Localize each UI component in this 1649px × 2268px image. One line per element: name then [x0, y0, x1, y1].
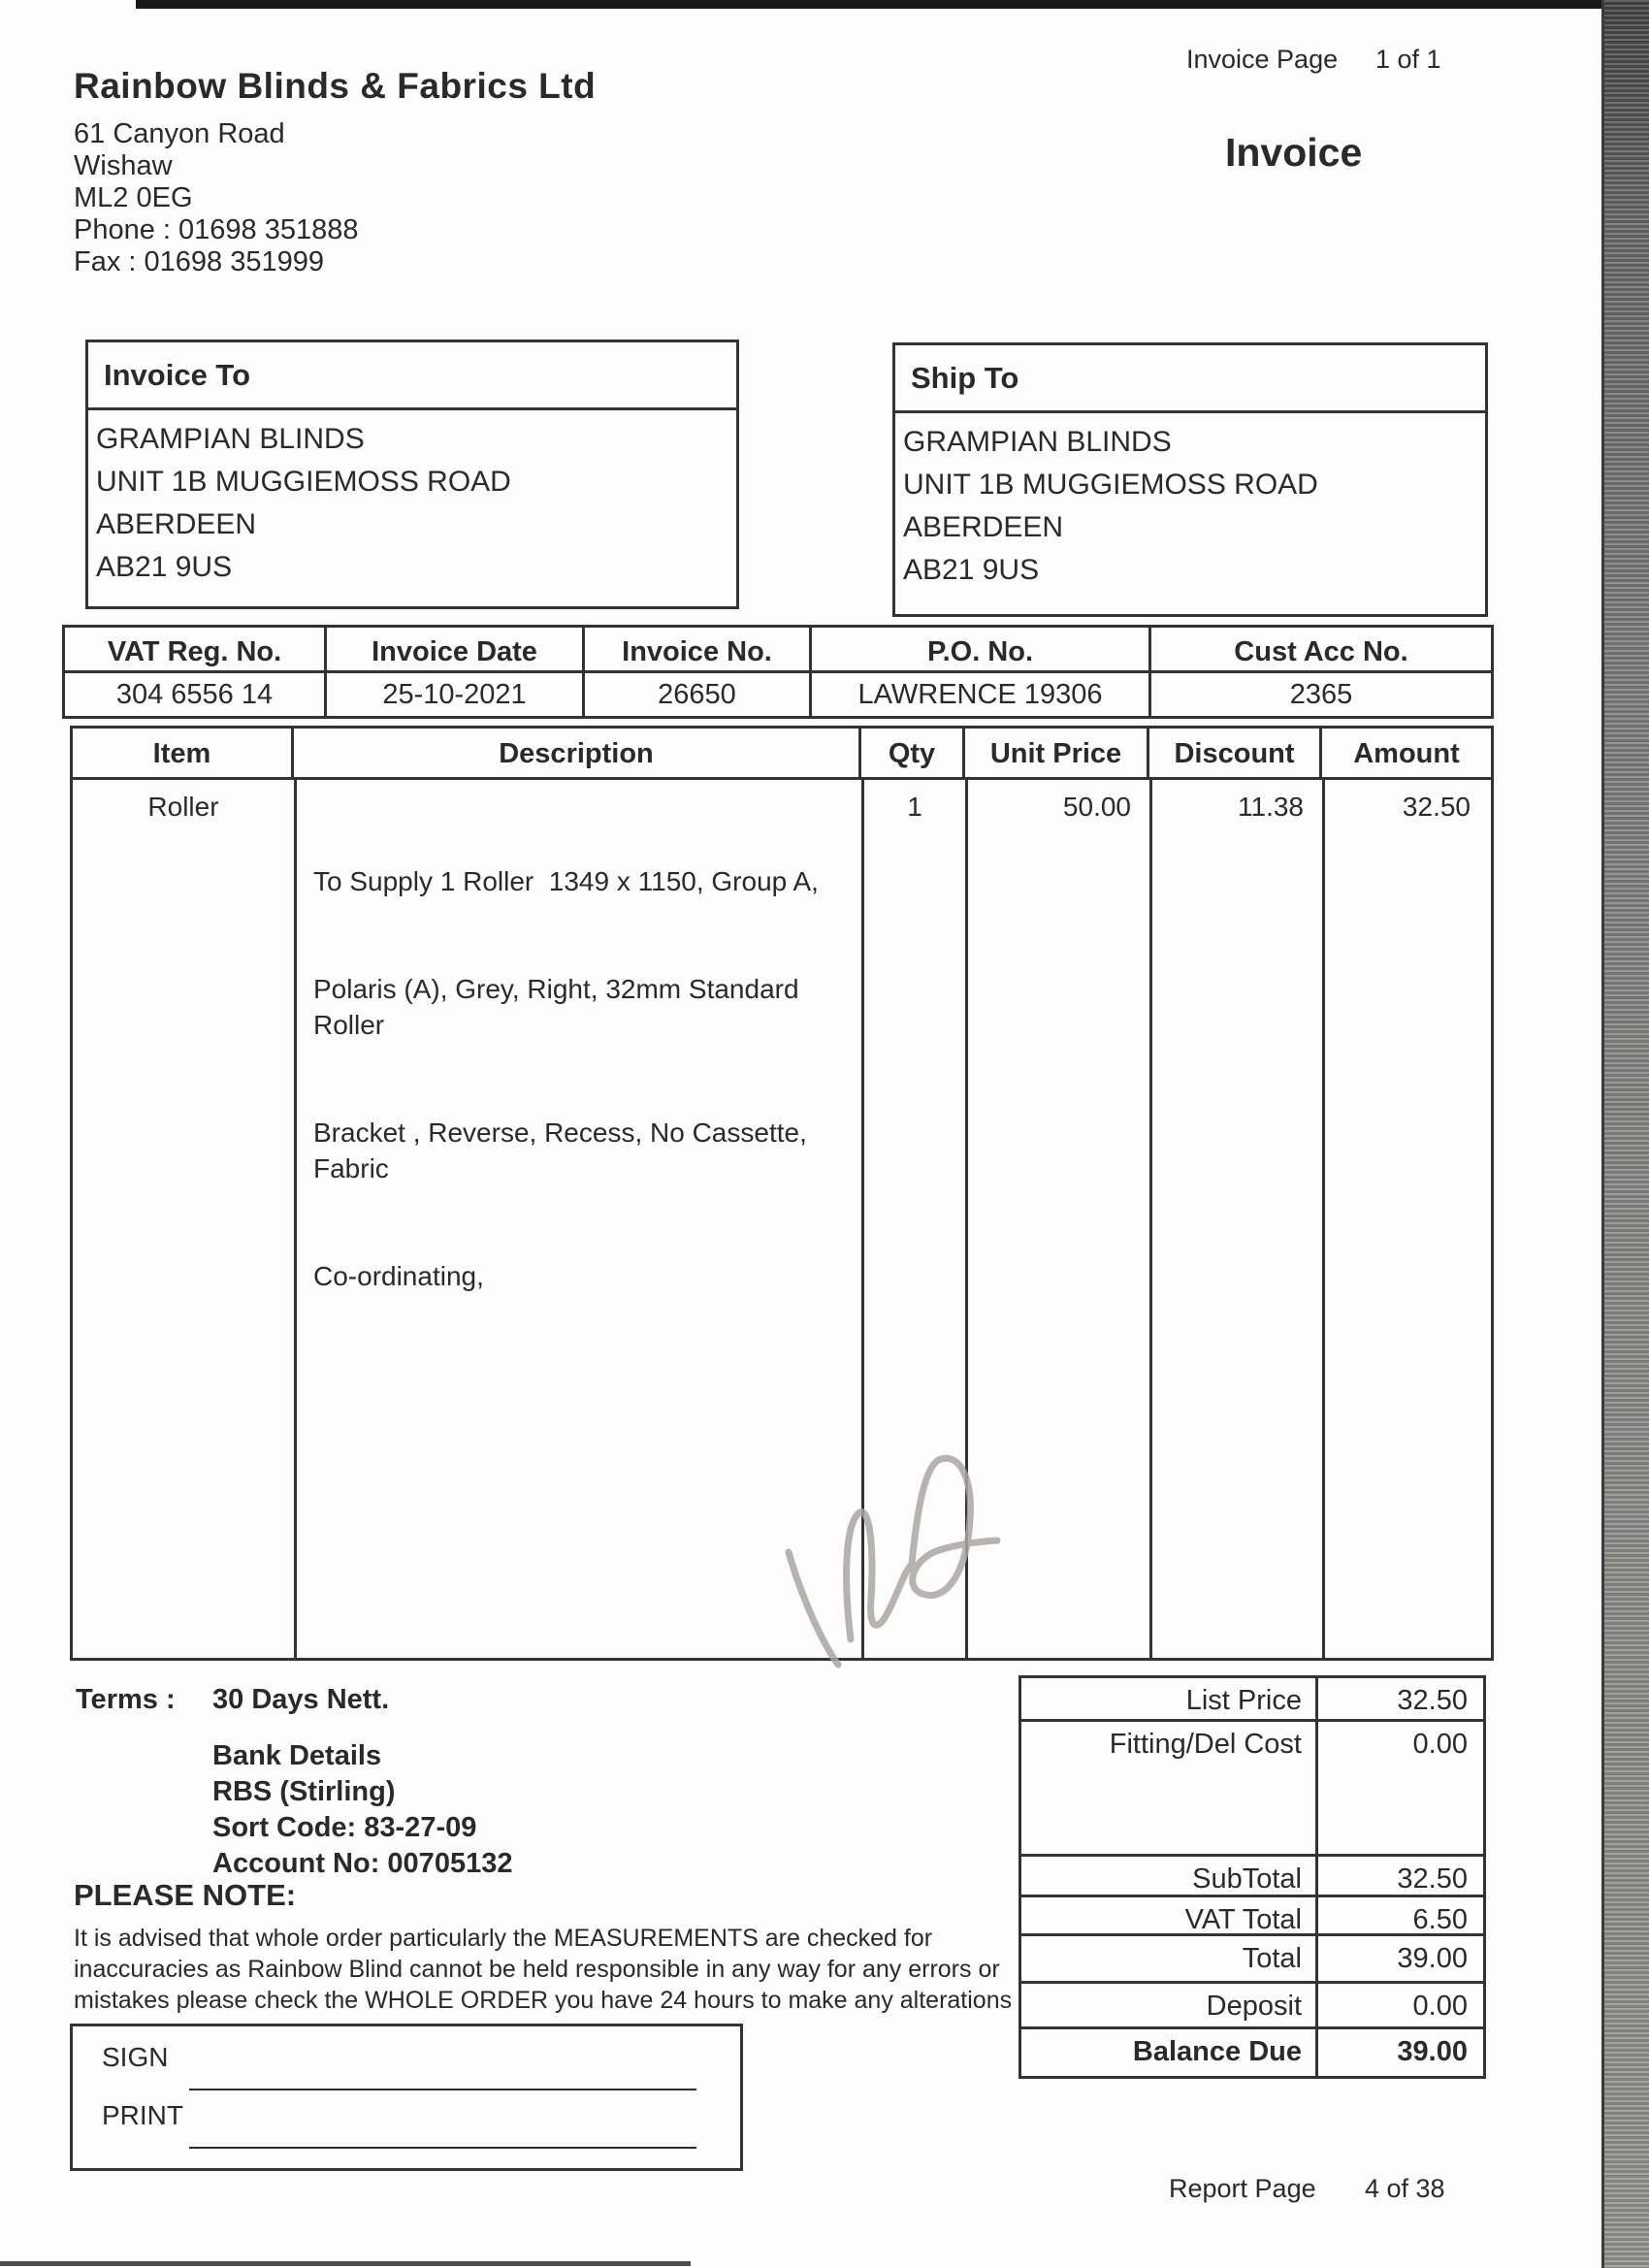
totals-row-vat-total: [1018, 1895, 1486, 1936]
meta-value-invoice-no: 26650: [585, 673, 812, 716]
scan-edge-bottom: [0, 2261, 691, 2266]
column-divider: [294, 780, 297, 1661]
note-line: mistakes please check the WHOLE ORDER you have 24 hours to make any alterations: [74, 1987, 1013, 2014]
company-name: Rainbow Blinds & Fabrics Ltd: [74, 66, 597, 106]
meta-value-cust-acc: 2365: [1289, 679, 1353, 710]
signature-box: [70, 2024, 743, 2171]
bank-details: [212, 1738, 512, 1882]
company-phone: Phone : 01698 351888: [74, 214, 359, 245]
totals-label: SubTotal: [1021, 1857, 1318, 1895]
item-cell-unit-price: 50.00: [1062, 792, 1131, 822]
meta-header-po-no: P.O. No.: [812, 628, 1151, 673]
totals-row-subtotal: [1018, 1854, 1486, 1897]
items-header-row: [73, 729, 1491, 780]
bank-details-line: Sort Code: 83-27-09: [212, 1812, 477, 1843]
print-label: PRINT: [102, 2100, 183, 2130]
ship-to-label: Ship To: [895, 345, 1485, 413]
ship-to-line: GRAMPIAN BLINDS: [903, 426, 1172, 458]
meta-value-invoice-date: 25-10-2021: [327, 673, 585, 716]
company-address: [74, 118, 359, 278]
invoice-to-line: UNIT 1B MUGGIEMOSS ROAD: [96, 466, 511, 498]
please-note-body: [74, 1923, 1012, 2016]
company-address-line: Wishaw: [74, 150, 173, 181]
bank-details-line: Bank Details: [212, 1740, 382, 1771]
invoice-to-line: AB21 9US: [96, 551, 233, 583]
totals-label: VAT Total: [1021, 1897, 1318, 1936]
print-line: [189, 2147, 696, 2149]
totals-row-deposit: [1018, 1981, 1486, 2029]
ship-to-line: AB21 9US: [903, 554, 1040, 586]
description-line: To Supply 1 Roller 1349 x 1150, Group A,: [313, 866, 819, 896]
totals-row-total: [1018, 1933, 1486, 1984]
invoice-page-value: 1 of 1: [1375, 45, 1441, 74]
totals-label: Fitting/Del Cost: [1021, 1722, 1318, 1854]
ship-to-line: UNIT 1B MUGGIEMOSS ROAD: [903, 469, 1318, 501]
sign-label: SIGN: [102, 2042, 169, 2072]
item-cell-type: Roller: [147, 792, 219, 822]
report-page-label: Report Page: [1169, 2174, 1316, 2203]
items-header-discount: Discount: [1149, 729, 1322, 777]
totals-row-list-price: [1018, 1675, 1486, 1722]
totals-value: 32.50: [1397, 1863, 1468, 1895]
company-address-line: ML2 0EG: [74, 182, 193, 213]
note-line: inaccuracies as Rainbow Blind cannot be held responsible in any way for any errors or: [74, 1956, 1000, 1983]
totals-box: [1018, 1675, 1486, 2079]
description-line: Bracket , Reverse, Recess, No Cassette, Fabric: [313, 1118, 815, 1183]
totals-value: 6.50: [1412, 1904, 1468, 1935]
totals-value: 39.00: [1397, 1943, 1468, 1974]
please-note-heading: PLEASE NOTE:: [74, 1878, 297, 1912]
description-line: Co-ordinating,: [313, 1261, 484, 1291]
ship-to-address: [895, 413, 1485, 592]
invoice-page-label: Invoice Page: [1186, 45, 1339, 74]
company-fax: Fax : 01698 351999: [74, 246, 324, 277]
bank-details-line: RBS (Stirling): [212, 1776, 396, 1807]
meta-header-invoice-date: Invoice Date: [327, 628, 585, 673]
totals-label: List Price: [1021, 1678, 1318, 1719]
items-body: [73, 780, 1491, 1661]
totals-row-fitting-del-cost: [1018, 1719, 1486, 1857]
column-divider: [1149, 780, 1152, 1661]
description-line: Polaris (A), Grey, Right, 32mm Standard Roller: [313, 974, 807, 1040]
totals-label: Total: [1021, 1936, 1318, 1981]
items-header-description: Description: [294, 729, 861, 777]
terms-value: 30 Days Nett.: [212, 1684, 390, 1715]
items-header-qty: Qty: [861, 729, 965, 777]
ship-to-line: ABERDEEN: [903, 511, 1064, 543]
item-cell-description: [313, 792, 871, 1366]
meta-header-invoice-no: Invoice No.: [585, 628, 812, 673]
meta-header-cust-acc: Cust Acc No.: [1151, 628, 1491, 673]
totals-value: 39.00: [1397, 2036, 1468, 2067]
note-line: It is advised that whole order particularly the MEASUREMENTS are checked for: [74, 1925, 933, 1952]
terms-label: Terms :: [76, 1684, 176, 1715]
meta-value-row: [65, 673, 1491, 716]
line-items-table: [70, 726, 1494, 1661]
report-page-value: 4 of 38: [1365, 2174, 1445, 2203]
invoice-to-address: [88, 410, 736, 589]
item-cell-discount: 11.38: [1238, 792, 1304, 822]
invoice-meta-table: [62, 625, 1494, 719]
bank-details-line: Account No: 00705132: [212, 1848, 513, 1879]
scan-edge-right-band: [1601, 0, 1649, 2268]
column-divider: [1322, 780, 1325, 1661]
items-header-unit-price: Unit Price: [965, 729, 1149, 777]
totals-label: Balance Due: [1021, 2029, 1318, 2076]
scan-edge-top: [136, 0, 1649, 9]
items-header-amount: Amount: [1353, 738, 1460, 769]
item-cell-amount: 32.50: [1402, 792, 1471, 822]
meta-header-vat: VAT Reg. No.: [65, 628, 327, 673]
invoice-to-line: GRAMPIAN BLINDS: [96, 423, 365, 455]
totals-value: 32.50: [1397, 1685, 1468, 1716]
sign-line: [189, 2089, 696, 2090]
company-address-line: 61 Canyon Road: [74, 118, 285, 149]
meta-value-po-no: LAWRENCE 19306: [812, 673, 1151, 716]
item-cell-qty: 1: [907, 792, 922, 822]
invoice-to-label: Invoice To: [88, 342, 736, 410]
document-title: Invoice: [1225, 130, 1363, 175]
items-header-item: Item: [73, 729, 294, 777]
meta-header-row: [65, 628, 1491, 673]
invoice-to-box: [85, 340, 739, 609]
ship-to-box: [892, 342, 1488, 617]
meta-value-vat: 304 6556 14: [65, 673, 327, 716]
invoice-to-line: ABERDEEN: [96, 508, 257, 540]
totals-value: 0.00: [1412, 1991, 1468, 2022]
column-divider: [965, 780, 968, 1661]
totals-label: Deposit: [1021, 1984, 1318, 2026]
totals-row-balance-due: [1018, 2026, 1486, 2079]
totals-value: 0.00: [1412, 1729, 1468, 1760]
